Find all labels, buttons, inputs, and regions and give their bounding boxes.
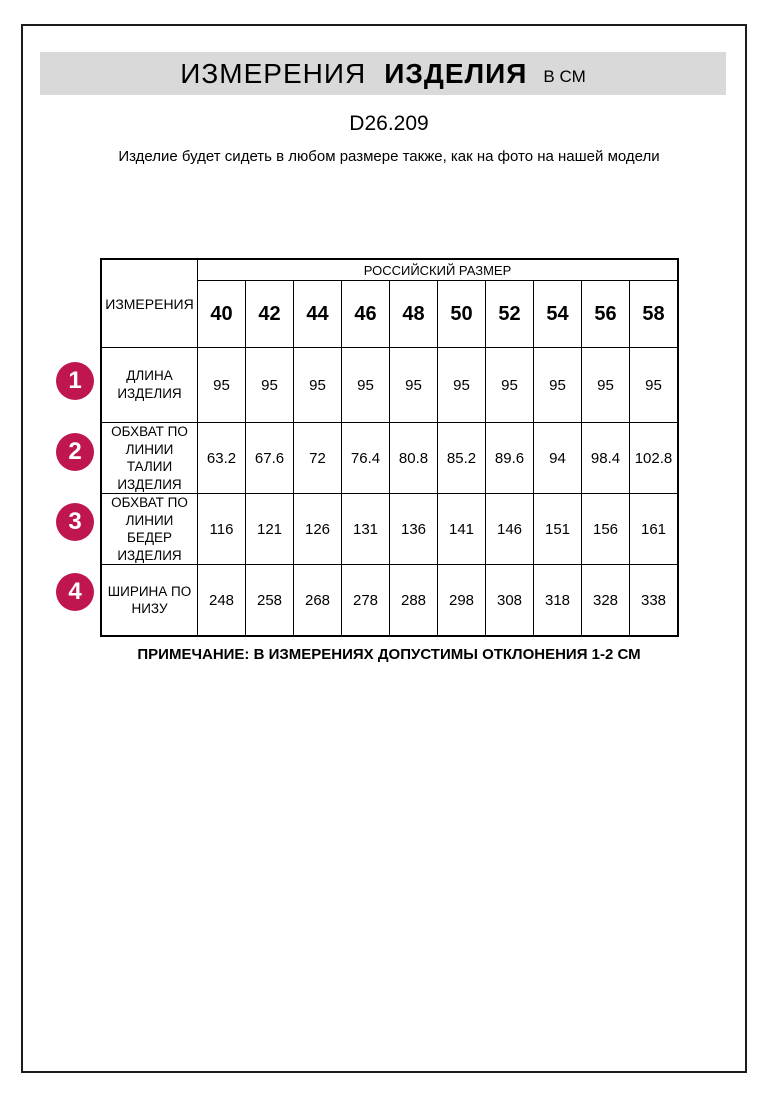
value-cell: 126 <box>294 494 342 565</box>
row-label: ДЛИНА ИЗДЕЛИЯ <box>101 348 198 423</box>
row-number-badge-1: 1 <box>56 362 94 400</box>
size-header-cell: 50 <box>438 281 486 348</box>
value-cell: 338 <box>630 565 679 637</box>
value-cell: 102.8 <box>630 423 679 494</box>
title-units: В СМ <box>543 66 586 86</box>
value-cell: 278 <box>342 565 390 637</box>
title-word-measurements: ИЗМЕРЕНИЯ <box>180 57 367 89</box>
value-cell: 95 <box>390 348 438 423</box>
row-number-badge-3: 3 <box>56 503 94 541</box>
russian-size-header-cell: РОССИЙСКИЙ РАЗМЕР <box>198 259 679 281</box>
size-header-cell: 48 <box>390 281 438 348</box>
row-label: ШИРИНА ПО НИЗУ <box>101 565 198 637</box>
value-cell: 85.2 <box>438 423 486 494</box>
title-bar <box>40 52 726 95</box>
size-header-cell: 42 <box>246 281 294 348</box>
value-cell: 95 <box>198 348 246 423</box>
value-cell: 116 <box>198 494 246 565</box>
value-cell: 95 <box>294 348 342 423</box>
value-cell: 63.2 <box>198 423 246 494</box>
value-cell: 151 <box>534 494 582 565</box>
value-cell: 288 <box>390 565 438 637</box>
size-header-cell: 56 <box>582 281 630 348</box>
table-header-row-group <box>101 259 678 281</box>
value-cell: 318 <box>534 565 582 637</box>
value-cell: 258 <box>246 565 294 637</box>
row-label: ОБХВАТ ПО ЛИНИИ ТАЛИИ ИЗДЕЛИЯ <box>101 423 198 494</box>
product-code: D26.209 <box>349 112 429 135</box>
value-cell: 328 <box>582 565 630 637</box>
table-row-length <box>101 348 678 423</box>
value-cell: 72 <box>294 423 342 494</box>
row-number-badge-2: 2 <box>56 433 94 471</box>
value-cell: 95 <box>486 348 534 423</box>
size-header-cell: 58 <box>630 281 679 348</box>
value-cell: 76.4 <box>342 423 390 494</box>
value-cell: 121 <box>246 494 294 565</box>
value-cell: 136 <box>390 494 438 565</box>
note-text: ПРИМЕЧАНИЕ: В ИЗМЕРЕНИЯХ ДОПУСТИМЫ ОТКЛОНЕНИЯ 1-2 СМ <box>137 646 641 663</box>
value-cell: 95 <box>438 348 486 423</box>
value-cell: 131 <box>342 494 390 565</box>
value-cell: 298 <box>438 565 486 637</box>
row-number-badge-4: 4 <box>56 573 94 611</box>
value-cell: 95 <box>630 348 679 423</box>
table-row-hips <box>101 494 678 565</box>
value-cell: 67.6 <box>246 423 294 494</box>
size-table <box>100 258 679 637</box>
value-cell: 161 <box>630 494 679 565</box>
size-header-cell: 52 <box>486 281 534 348</box>
subtitle-text: Изделие будет сидеть в любом размере также, как на фото на нашей модели <box>118 148 660 165</box>
value-cell: 95 <box>582 348 630 423</box>
value-cell: 89.6 <box>486 423 534 494</box>
size-header-cell: 54 <box>534 281 582 348</box>
value-cell: 268 <box>294 565 342 637</box>
value-cell: 94 <box>534 423 582 494</box>
size-header-cell: 46 <box>342 281 390 348</box>
value-cell: 146 <box>486 494 534 565</box>
value-cell: 141 <box>438 494 486 565</box>
measurements-header-cell: ИЗМЕРЕНИЯ <box>101 259 198 348</box>
value-cell: 98.4 <box>582 423 630 494</box>
title-word-product: ИЗДЕЛИЯ <box>384 57 528 89</box>
value-cell: 95 <box>246 348 294 423</box>
value-cell: 95 <box>534 348 582 423</box>
value-cell: 156 <box>582 494 630 565</box>
value-cell: 95 <box>342 348 390 423</box>
table-row-waist <box>101 423 678 494</box>
table-row-bottom-width <box>101 565 678 637</box>
size-header-cell: 40 <box>198 281 246 348</box>
value-cell: 80.8 <box>390 423 438 494</box>
value-cell: 308 <box>486 565 534 637</box>
value-cell: 248 <box>198 565 246 637</box>
row-label: ОБХВАТ ПО ЛИНИИ БЕДЕР ИЗДЕЛИЯ <box>101 494 198 565</box>
size-header-cell: 44 <box>294 281 342 348</box>
